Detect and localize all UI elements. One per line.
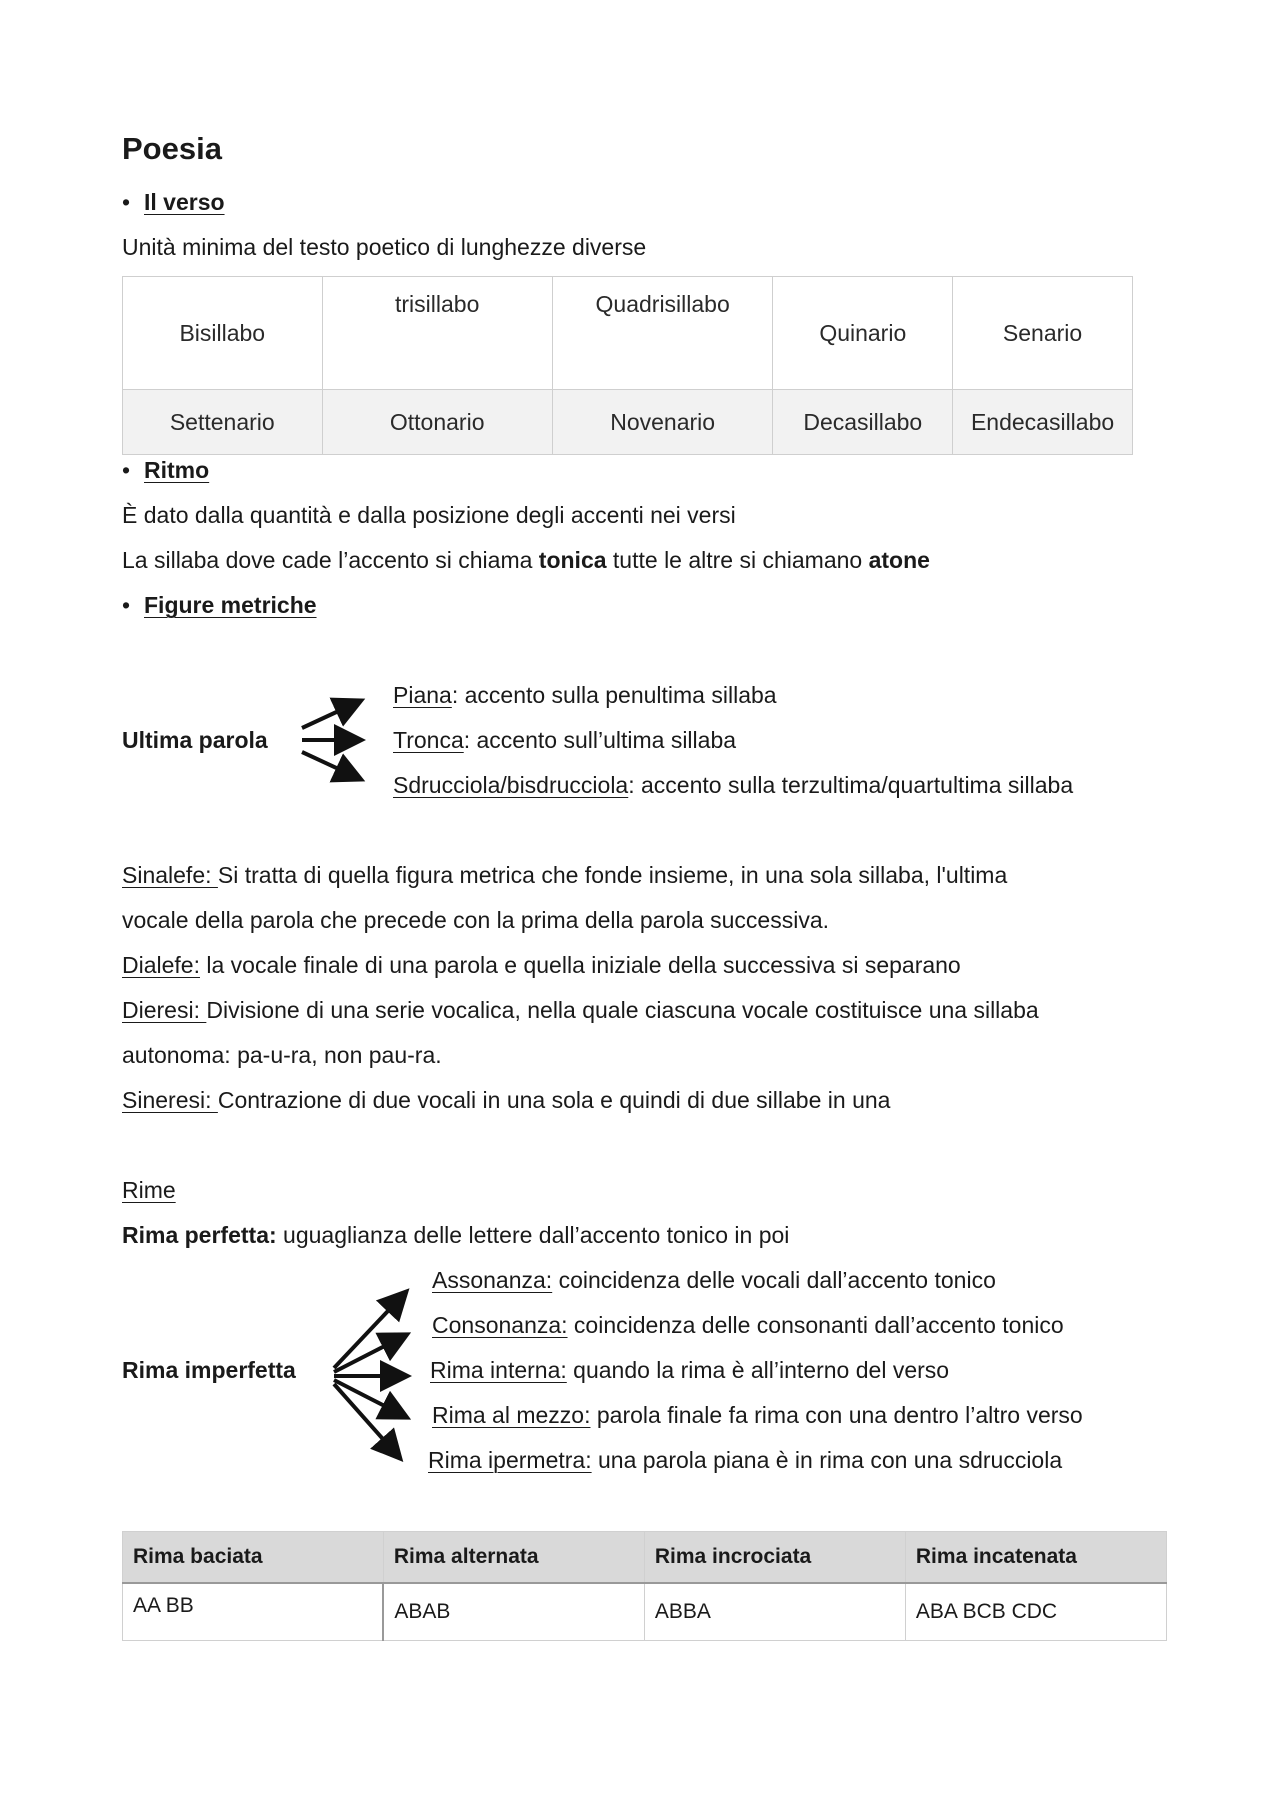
term: Sineresi: [122,1087,218,1113]
branch-rima-interna [430,1357,949,1385]
bullet-ritmo [122,457,209,485]
term: Dialefe: [122,952,200,978]
term: Rima ipermetra: [428,1447,592,1473]
dieresi-line-2: autonoma: pa-u-ra, non pau-ra. [122,1042,442,1068]
bullet-icon: • [122,189,131,215]
text-fragment: La sillaba dove cade l’accento si chiama [122,547,539,573]
table-row [123,277,1133,390]
ritmo-line-1: È dato dalla quantità e dalla posizione degli accenti nei versi [122,502,736,528]
branch-arrows-icon [320,1280,430,1480]
definition: Divisione di una serie vocalica, nella quale ciascuna vocale costituisce una sillaba [206,997,1039,1023]
table-cell: ABBA [644,1583,905,1641]
term: Dieresi: [122,997,207,1023]
definition: coincidenza delle vocali dall’accento tonico [552,1267,996,1293]
table-cell: Senario [953,277,1133,390]
section-heading: Il verso [144,189,225,215]
ultima-parola-label: Ultima parola [122,727,268,753]
term-tonica: tonica [538,547,607,573]
table-header: Rima incrociata [644,1532,905,1584]
table-cell: ABA BCB CDC [905,1583,1166,1641]
sinalefe-line-2: vocale della parola che precede con la prima della parola successiva. [122,907,830,933]
definition: parola finale fa rima con una dentro l’altro verso [590,1402,1083,1428]
section-heading: Figure metriche [144,592,317,618]
bullet-icon: • [122,592,131,618]
term-atone: atone [868,547,930,573]
rhyme-scheme-table [122,1531,1167,1641]
section-heading: Ritmo [144,457,210,483]
definition: una parola piana è in rima con una sdrucciola [591,1447,1063,1473]
definition: : accento sull’ultima sillaba [463,727,737,753]
page-title: Poesia [122,131,222,166]
table-header-row [123,1532,1167,1584]
term: Rima al mezzo: [432,1402,591,1428]
term: Assonanza: [432,1267,553,1293]
table-cell: Endecasillabo [953,390,1133,455]
branch-piana [393,682,777,710]
table-cell: trisillabo [322,277,552,390]
definition: quando la rima è all’interno del verso [566,1357,950,1383]
table-cell: Quadrisillabo [552,277,773,390]
table-header: Rima incatenata [905,1532,1166,1584]
table-cell: ABAB [383,1583,644,1641]
table-cell: Quinario [773,277,953,390]
table-cell: Novenario [552,390,773,455]
dialefe-line [122,952,961,980]
definition: Si tratta di quella figura metrica che fonde insieme, in una sola sillaba, l'ultima [217,862,1008,888]
table-row [123,1583,1167,1641]
definition: : accento sulla terzultima/quartultima sillaba [628,772,1074,798]
ritmo-line-2 [122,547,930,575]
dieresi-line-1 [122,997,1039,1025]
term: Rima interna: [430,1357,567,1383]
rima-perfetta-line [122,1222,789,1250]
branch-consonanza [432,1312,1064,1340]
branch-tronca [393,727,736,755]
table-cell: Decasillabo [773,390,953,455]
definition: : accento sulla penultima sillaba [451,682,777,708]
bullet-il-verso [122,189,225,217]
term: Sinalefe: [122,862,218,888]
definition: coincidenza delle consonanti dall’accento tonico [567,1312,1064,1338]
table-header: Rima baciata [123,1532,384,1584]
table-header: Rima alternata [383,1532,644,1584]
definition: uguaglianza delle lettere dall’accento tonico in poi [276,1222,790,1248]
sineresi-line [122,1087,890,1115]
bullet-figure-metriche [122,592,317,620]
term: Tronca [393,727,464,753]
table-cell: Ottonario [322,390,552,455]
bullet-icon: • [122,457,131,483]
table-cell: Settenario [123,390,323,455]
term: Consonanza: [432,1312,568,1338]
sinalefe-line-1 [122,862,1007,890]
branch-rima-ipermetra [428,1447,1062,1475]
definition: Contrazione di due vocali in una sola e quindi di due sillabe in una [217,1087,891,1113]
branch-rima-al-mezzo [432,1402,1083,1430]
term: Piana [393,682,452,708]
rime-heading: Rime [122,1177,176,1203]
branch-arrows-icon [290,690,370,790]
verse-length-table [122,276,1133,455]
table-cell: Bisillabo [123,277,323,390]
verso-description: Unità minima del testo poetico di lunghezze diverse [122,234,647,260]
term: Sdrucciola/bisdrucciola [393,772,629,798]
term: Rima perfetta: [122,1222,277,1248]
rima-imperfetta-label: Rima imperfetta [122,1357,296,1383]
table-cell: AA BB [123,1583,384,1641]
branch-assonanza [432,1267,996,1295]
branch-sdrucciola [393,772,1073,800]
definition: la vocale finale di una parola e quella iniziale della successiva si separano [199,952,961,978]
table-row [123,390,1133,455]
text-fragment: tutte le altre si chiamano [606,547,869,573]
